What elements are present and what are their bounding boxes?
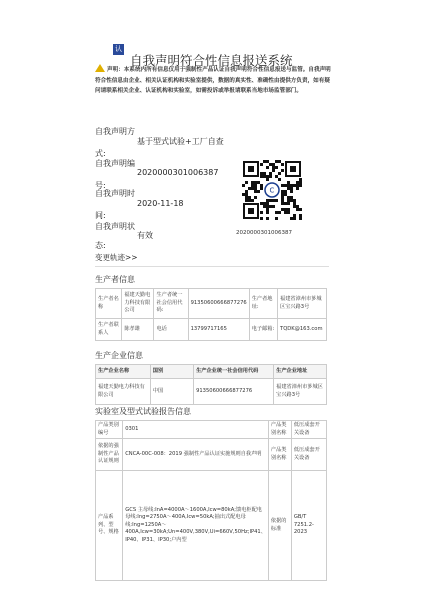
qr-code-icon xyxy=(242,160,302,220)
lab-section-title: 实验室及型式试验报告信息 xyxy=(95,407,191,416)
declare-status-label: 自我声明状 xyxy=(95,222,135,231)
declare-time-label-2: 间: xyxy=(95,211,106,220)
producer-addr-label: 生产者地址: xyxy=(249,289,277,319)
declare-status-value: 有效 xyxy=(137,231,153,240)
cat-name2-label: 产品类别名称 xyxy=(268,439,291,471)
producer-name-label: 生产者名称 xyxy=(96,289,122,319)
svg-text:C: C xyxy=(269,186,275,195)
producer-contact-label: 生产者联系人 xyxy=(96,319,122,341)
declare-method-label-2: 式: xyxy=(95,149,106,158)
warning-icon xyxy=(95,64,105,72)
declare-method-label: 自我声明方 xyxy=(95,127,135,136)
producer-contact-value: 陈孝雄 xyxy=(122,319,154,341)
factory-header-name: 生产企业名称 xyxy=(96,365,151,379)
factory-address: 福建省漳州市芗城区宝兴路3号 xyxy=(274,379,327,405)
std-value: GB/T 7251.2-2023 xyxy=(291,471,326,581)
declare-time-label: 自我声明时 xyxy=(95,189,135,198)
factory-table xyxy=(95,364,327,405)
factory-header-credit: 生产企业统一社会信用代码 xyxy=(194,365,274,379)
factory-credit: 91350600666877276 xyxy=(194,379,274,405)
factory-header-country: 国别 xyxy=(150,365,193,379)
lab-table xyxy=(95,420,327,581)
rule-value: CNCA-00C-008：2019 强制性产品认证实施规则自我声明 xyxy=(123,439,269,471)
system-logo-icon: 认 xyxy=(115,45,122,53)
factory-section-title: 生产企业信息 xyxy=(95,351,143,360)
producer-section-title: 生产者信息 xyxy=(95,275,135,284)
declare-method-value: 基于型式试验+工厂自查 xyxy=(137,137,224,146)
factory-name: 福建天勤电力科技有限公司 xyxy=(96,379,151,405)
spec-value: GCS 主母线:InA=4000A～1600A,Icw=80kA;馈电柜配电母线:Ing=2750A～400A,Icw=50kA;抽出式配电母线:Ing=1250A～400A,Icw=30kA;Un=400V,380V,Ui=660V,50Hz;IP41、IP40、IP31、IP30;户内型 xyxy=(123,471,269,581)
producer-phone-value: 13799717165 xyxy=(188,319,249,341)
notice-text xyxy=(95,64,333,97)
producer-email-label: 电子邮箱: xyxy=(249,319,277,341)
producer-addr-value: 福建省漳州市芗城区宝兴路3号 xyxy=(278,289,327,319)
producer-table xyxy=(95,288,327,341)
producer-credit-label: 生产者统一社会信用代码: xyxy=(154,289,188,319)
cat-name2-value: 低压成套开关设备 xyxy=(291,439,326,471)
factory-header-address: 生产企业地址 xyxy=(274,365,327,379)
producer-email-value: TQDK@163.com xyxy=(278,319,327,341)
declare-no-label: 自我声明编 xyxy=(95,159,135,168)
cat-name-label: 产品类别名称 xyxy=(268,421,291,439)
spec-label: 产品系列、型号、规格 xyxy=(96,471,123,581)
cat-name-value: 低压成套开关设备 xyxy=(291,421,326,439)
rule-label: 依据的强制性产品认证规则 xyxy=(96,439,123,471)
declare-no-value: 2020000301006387 xyxy=(137,168,219,177)
declare-time-value: 2020-11-18 xyxy=(137,199,184,208)
factory-country: 中国 xyxy=(150,379,193,405)
producer-name-value: 福建天勤电力科技有限公司 xyxy=(122,289,154,319)
page-title: 自我声明符合性信息报送系统 xyxy=(130,53,293,68)
cat-no-label: 产品类别编号 xyxy=(96,421,123,439)
producer-credit-value: 91350600666877276 xyxy=(188,289,249,319)
divider xyxy=(95,266,329,267)
producer-phone-label: 电话 xyxy=(154,319,188,341)
qr-code-number: 2020000301006387 xyxy=(236,230,292,236)
std-label: 依据的标准 xyxy=(268,471,291,581)
notice-body: 声明：本系统内所有信息仅用于强制性产品认证自我声明符合性信息报送与监管。自我声明符合性信息由企业、相关认证机构和实验室提供，数据的真实性、准确性由提供方负责，如有疑问请联系相关企业、认证机构和实验室，如需投诉或举报请联系当地市场监管部门。 xyxy=(95,67,331,95)
declare-status-label-2: 态: xyxy=(95,241,106,250)
change-track-link[interactable]: 变更轨迹>> xyxy=(95,253,138,262)
cat-no-value: 0301 xyxy=(123,421,269,439)
declare-no-label-2: 号: xyxy=(95,181,106,190)
